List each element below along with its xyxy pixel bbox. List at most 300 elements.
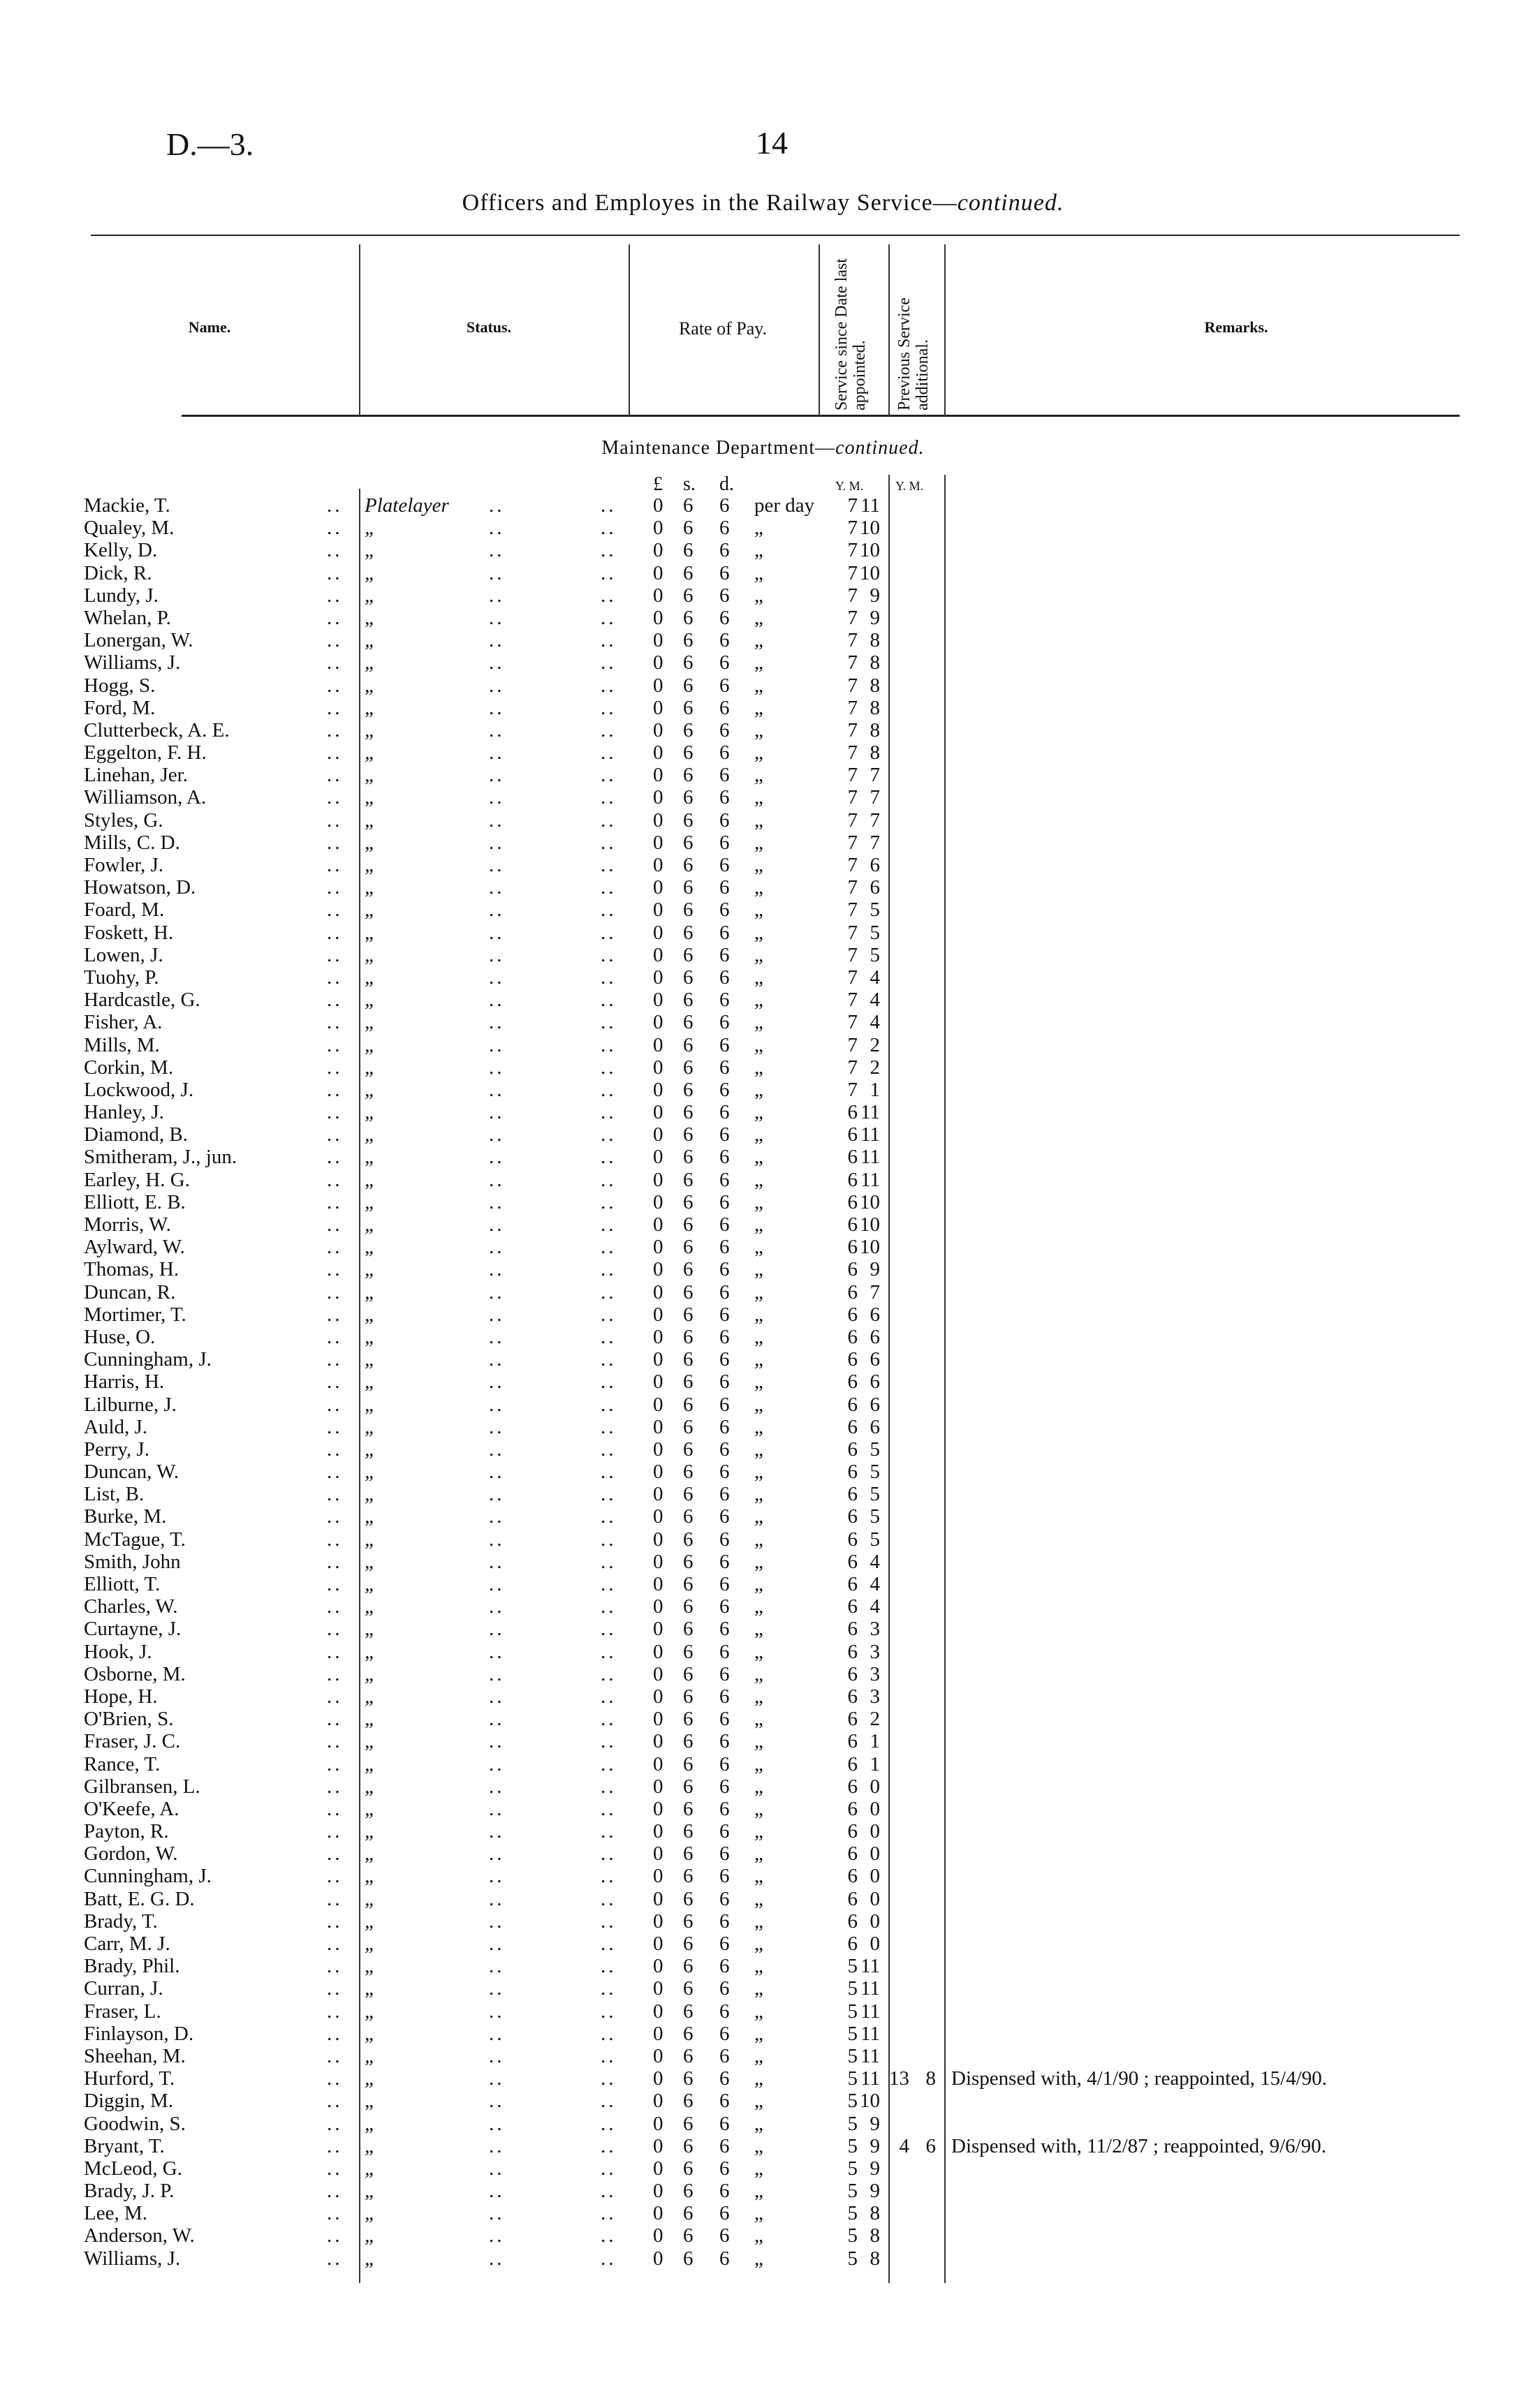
leader-dots: .. — [327, 786, 343, 809]
pay-pounds: 0 — [653, 629, 663, 652]
table-row — [0, 1753, 1526, 1775]
service-years: 5 — [847, 2044, 858, 2067]
pay-period: „ — [754, 1752, 763, 1775]
pay-pounds: 0 — [653, 1190, 663, 1213]
pay-pence: 6 — [719, 1168, 730, 1191]
service-years: 6 — [847, 1348, 858, 1371]
employee-name: Fowler, J. — [84, 854, 164, 876]
leader-dots: .. — [489, 651, 505, 674]
leader-dots: .. — [327, 1505, 343, 1528]
employee-name: Duncan, R. — [84, 1280, 176, 1303]
employee-status: „ — [365, 1933, 376, 1955]
pay-pence: 6 — [719, 1325, 730, 1348]
service-months: 5 — [870, 1505, 880, 1528]
leader-dots: .. — [489, 1168, 505, 1191]
table-row — [0, 1438, 1526, 1461]
leader-dots: .. — [327, 1865, 343, 1888]
service-months: 3 — [870, 1685, 880, 1708]
service-months: 10 — [860, 2090, 880, 2113]
service-months: 7 — [870, 831, 880, 854]
service-years: 6 — [847, 1775, 858, 1798]
pay-period: „ — [754, 1640, 763, 1663]
pay-period: „ — [754, 1797, 763, 1820]
pay-period: „ — [754, 1078, 763, 1101]
pay-pence: 6 — [719, 1820, 730, 1843]
employee-status: „ — [365, 2202, 376, 2225]
leader-dots: .. — [601, 1505, 617, 1528]
leader-dots: .. — [489, 764, 505, 787]
employee-status: „ — [365, 1550, 376, 1573]
table-row — [0, 697, 1526, 719]
employee-name: Williams, J. — [84, 2247, 181, 2270]
table-row — [0, 1416, 1526, 1438]
leader-dots: .. — [601, 1190, 617, 1213]
employee-status: „ — [365, 989, 376, 1012]
service-years: 7 — [847, 696, 858, 719]
employee-name: Morris, W. — [84, 1213, 171, 1236]
employee-name: List, B. — [84, 1483, 145, 1506]
pay-period: „ — [754, 1415, 763, 1438]
leader-dots: .. — [489, 808, 505, 832]
pay-period: „ — [754, 1685, 763, 1708]
leader-dots: .. — [327, 1011, 343, 1034]
leader-dots: .. — [601, 1011, 617, 1034]
employee-status: „ — [365, 808, 376, 832]
employee-status: „ — [365, 943, 376, 966]
leader-dots: .. — [327, 1797, 343, 1820]
pay-pence: 6 — [719, 2067, 730, 2090]
service-years: 5 — [847, 2224, 858, 2247]
leader-dots: .. — [489, 854, 505, 876]
pay-period: „ — [754, 1842, 763, 1866]
leader-dots: .. — [327, 1168, 343, 1191]
pay-pence: 6 — [719, 1775, 730, 1798]
pay-pence: 6 — [719, 1910, 730, 1933]
pay-pence: 6 — [719, 1550, 730, 1573]
pay-pence: 6 — [719, 1573, 730, 1595]
pay-period: „ — [754, 584, 763, 607]
leader-dots: .. — [327, 561, 343, 584]
pay-pounds: 0 — [653, 1415, 663, 1438]
service-months: 6 — [870, 876, 880, 899]
table-row — [0, 517, 1526, 539]
service-years: 7 — [847, 741, 858, 764]
pay-pounds: 0 — [653, 786, 663, 809]
pay-pounds: 0 — [653, 1168, 663, 1191]
pay-shillings: 6 — [683, 1213, 694, 1236]
leader-dots: .. — [489, 876, 505, 899]
leader-dots: .. — [489, 1640, 505, 1663]
pay-period: „ — [754, 966, 763, 989]
employee-name: Clutterbeck, A. E. — [84, 718, 230, 741]
table-row — [0, 539, 1526, 561]
service-years: 5 — [847, 2247, 858, 2270]
service-months: 11 — [860, 2022, 880, 2045]
pay-shillings: 6 — [683, 1146, 694, 1169]
pay-pounds: 0 — [653, 1325, 663, 1348]
employee-name: Bryant, T. — [84, 2134, 165, 2157]
pay-shillings: 6 — [683, 1303, 694, 1326]
employee-name: Linehan, Jer. — [84, 764, 188, 787]
pay-pounds: 0 — [653, 1393, 663, 1416]
pay-pence: 6 — [719, 831, 730, 854]
title-italic: continued. — [957, 190, 1064, 216]
pay-pence: 6 — [719, 808, 730, 832]
pay-pence: 6 — [719, 1033, 730, 1056]
leader-dots: .. — [489, 1190, 505, 1213]
service-months: 9 — [870, 2134, 880, 2157]
pay-shillings: 6 — [683, 1123, 694, 1146]
pay-period: „ — [754, 606, 763, 629]
leader-dots: .. — [327, 696, 343, 719]
table-row — [0, 1281, 1526, 1303]
service-years: 5 — [847, 2022, 858, 2045]
service-months: 2 — [870, 1056, 880, 1079]
service-years: 7 — [847, 1011, 858, 1034]
service-months: 4 — [870, 989, 880, 1012]
table-row — [0, 1955, 1526, 1977]
leader-dots: .. — [489, 1011, 505, 1034]
employee-name: Finlayson, D. — [84, 2022, 194, 2045]
service-years: 6 — [847, 1280, 858, 1303]
pay-period: „ — [754, 2247, 763, 2270]
employee-name: Elliott, E. B. — [84, 1190, 186, 1213]
service-months: 5 — [870, 921, 880, 944]
leader-dots: .. — [489, 1797, 505, 1820]
leader-dots: .. — [489, 966, 505, 989]
pay-shillings: 6 — [683, 1101, 694, 1124]
pay-pence: 6 — [719, 1146, 730, 1169]
pay-shillings: 6 — [683, 1393, 694, 1416]
leader-dots: .. — [327, 2202, 343, 2225]
pay-pence: 6 — [719, 1685, 730, 1708]
pay-pence: 6 — [719, 1483, 730, 1506]
pay-shillings: 6 — [683, 561, 694, 584]
employee-name: Huse, O. — [84, 1325, 156, 1348]
employee-status: „ — [365, 1775, 376, 1798]
table-row — [0, 1258, 1526, 1280]
table-row — [0, 1910, 1526, 1933]
column-header-previous: Previous Service additional. — [895, 297, 932, 411]
employee-name: O'Brien, S. — [84, 1708, 174, 1731]
pay-shillings: 6 — [683, 2112, 694, 2135]
employee-name: Burke, M. — [84, 1505, 167, 1528]
table-row — [0, 1775, 1526, 1798]
leader-dots: .. — [489, 1933, 505, 1955]
service-years: 6 — [847, 1371, 858, 1394]
pay-period: „ — [754, 1258, 763, 1281]
employee-status: „ — [365, 1393, 376, 1416]
leader-dots: .. — [327, 1775, 343, 1798]
service-years: 5 — [847, 1955, 858, 1978]
table-row — [0, 494, 1526, 517]
service-months: 4 — [870, 1550, 880, 1573]
pay-shillings: 6 — [683, 2090, 694, 2113]
service-months: 9 — [870, 1258, 880, 1281]
leader-dots: .. — [327, 651, 343, 674]
service-years: 5 — [847, 2112, 858, 2135]
pay-period: „ — [754, 1662, 763, 1685]
pay-pounds: 0 — [653, 2202, 663, 2225]
table-row — [0, 832, 1526, 854]
pay-pounds: 0 — [653, 1371, 663, 1394]
pay-pence: 6 — [719, 2022, 730, 2045]
leader-dots: .. — [601, 1325, 617, 1348]
service-years: 7 — [847, 606, 858, 629]
pay-pounds: 0 — [653, 1505, 663, 1528]
service-years: 7 — [847, 854, 858, 876]
pay-period: „ — [754, 2022, 763, 2045]
pay-pounds: 0 — [653, 1887, 663, 1910]
pay-period: per day — [754, 494, 815, 517]
leader-dots: .. — [327, 1573, 343, 1595]
service-years: 7 — [847, 584, 858, 607]
pay-shillings: 6 — [683, 1325, 694, 1348]
service-months: 10 — [860, 1213, 880, 1236]
leader-dots: .. — [489, 1213, 505, 1236]
service-months: 4 — [870, 1011, 880, 1034]
leader-dots: .. — [601, 1618, 617, 1641]
column-divider-status — [629, 244, 630, 416]
pay-shillings: 6 — [683, 1438, 694, 1461]
employee-status: „ — [365, 1258, 376, 1281]
remarks: Dispensed with, 4/1/90 ; reappointed, 15/4/90. — [951, 2067, 1328, 2090]
leader-dots: .. — [489, 1820, 505, 1843]
leader-dots: .. — [601, 1933, 617, 1955]
pay-pounds: 0 — [653, 764, 663, 787]
pay-period: „ — [754, 718, 763, 741]
table-row — [0, 944, 1526, 966]
table-row — [0, 2000, 1526, 2023]
table-row — [0, 1056, 1526, 1079]
leader-dots: .. — [489, 1977, 505, 2000]
pay-pounds: 0 — [653, 1236, 663, 1259]
employee-status: „ — [365, 539, 376, 562]
pay-shillings: 6 — [683, 1865, 694, 1888]
pay-pounds: 0 — [653, 1910, 663, 1933]
leader-dots: .. — [327, 1303, 343, 1326]
service-months: 0 — [870, 1820, 880, 1843]
leader-dots: .. — [327, 1842, 343, 1866]
service-years: 6 — [847, 1910, 858, 1933]
table-row — [0, 2247, 1526, 2270]
service-months: 0 — [870, 1887, 880, 1910]
employee-status: „ — [365, 1303, 376, 1326]
pay-shillings: 6 — [683, 1033, 694, 1056]
leader-dots: .. — [327, 1550, 343, 1573]
table-row — [0, 741, 1526, 764]
employee-status: „ — [365, 1797, 376, 1820]
pay-period: „ — [754, 1393, 763, 1416]
service-months: 9 — [870, 606, 880, 629]
pay-shillings: 6 — [683, 517, 694, 540]
employee-name: McLeod, G. — [84, 2157, 182, 2180]
service-months: 6 — [870, 1303, 880, 1326]
service-years: 7 — [847, 786, 858, 809]
leader-dots: .. — [601, 1977, 617, 2000]
service-years: 7 — [847, 1078, 858, 1101]
service-months: 6 — [870, 1371, 880, 1394]
leader-dots: .. — [601, 1573, 617, 1595]
service-months: 8 — [870, 741, 880, 764]
pay-period: „ — [754, 1550, 763, 1573]
leader-dots: .. — [327, 1528, 343, 1551]
employee-name: Hurford, T. — [84, 2067, 175, 2090]
service-years: 6 — [847, 1190, 858, 1213]
service-months: 0 — [870, 1865, 880, 1888]
pay-pence: 6 — [719, 606, 730, 629]
leader-dots: .. — [601, 629, 617, 652]
service-years: 6 — [847, 1168, 858, 1191]
table-row — [0, 1303, 1526, 1326]
employee-name: Ford, M. — [84, 696, 156, 719]
column-header-rate: Rate of Pay. — [678, 318, 768, 339]
service-months: 9 — [870, 2112, 880, 2135]
pay-shillings: 6 — [683, 606, 694, 629]
employee-status: „ — [365, 2000, 376, 2023]
pay-pence: 6 — [719, 1752, 730, 1775]
leader-dots: .. — [327, 1595, 343, 1618]
service-months: 3 — [870, 1618, 880, 1641]
leader-dots: .. — [327, 808, 343, 832]
pay-shillings: 6 — [683, 899, 694, 922]
pay-pence: 6 — [719, 1708, 730, 1731]
table-row — [0, 1079, 1526, 1101]
pay-pounds: 0 — [653, 1146, 663, 1169]
leader-dots: .. — [489, 606, 505, 629]
column-divider-service — [888, 244, 890, 416]
leader-dots: .. — [601, 494, 617, 517]
pay-shillings: 6 — [683, 831, 694, 854]
leader-dots: .. — [601, 674, 617, 697]
pay-pence: 6 — [719, 1865, 730, 1888]
leader-dots: .. — [489, 1730, 505, 1753]
employee-name: Lonergan, W. — [84, 629, 193, 652]
table-row — [0, 2202, 1526, 2224]
table-row — [0, 562, 1526, 584]
employee-status: „ — [365, 741, 376, 764]
service-years: 6 — [847, 1887, 858, 1910]
pay-pounds: 0 — [653, 1933, 663, 1955]
table-row — [0, 2135, 1526, 2157]
employee-name: Corkin, M. — [84, 1056, 174, 1079]
section-italic: continued. — [835, 437, 925, 459]
employee-status: „ — [365, 1483, 376, 1506]
employee-status: „ — [365, 1146, 376, 1169]
employee-status: „ — [365, 921, 376, 944]
leader-dots: .. — [601, 808, 617, 832]
pay-pounds: 0 — [653, 1348, 663, 1371]
leader-dots: .. — [601, 1640, 617, 1663]
employee-status: „ — [365, 2112, 376, 2135]
pay-period: „ — [754, 561, 763, 584]
table-row — [0, 1842, 1526, 1865]
service-years: 6 — [847, 1797, 858, 1820]
pay-pounds: 0 — [653, 2090, 663, 2113]
employee-name: Brady, Phil. — [84, 1955, 180, 1978]
leader-dots: .. — [489, 561, 505, 584]
service-months: 8 — [870, 2224, 880, 2247]
pay-period: „ — [754, 989, 763, 1012]
employee-name: Payton, R. — [84, 1820, 169, 1843]
employee-status: „ — [365, 831, 376, 854]
leader-dots: .. — [489, 1056, 505, 1079]
leader-dots: .. — [327, 1685, 343, 1708]
previous-years: 13 — [889, 2067, 909, 2090]
pay-pence: 6 — [719, 1415, 730, 1438]
table-row — [0, 1169, 1526, 1191]
leader-dots: .. — [601, 718, 617, 741]
table-row — [0, 2157, 1526, 2180]
employee-name: Auld, J. — [84, 1415, 148, 1438]
pay-pence: 6 — [719, 2134, 730, 2157]
employee-status: „ — [365, 1078, 376, 1101]
table-row — [0, 989, 1526, 1011]
employee-name: Mortimer, T. — [84, 1303, 186, 1326]
pay-pence: 6 — [719, 966, 730, 989]
pay-pence: 6 — [719, 561, 730, 584]
table-row — [0, 2113, 1526, 2135]
employee-status: „ — [365, 854, 376, 876]
employee-status: „ — [365, 2157, 376, 2180]
service-years: 6 — [847, 1258, 858, 1281]
service-years: 7 — [847, 764, 858, 787]
pay-period: „ — [754, 876, 763, 899]
pay-period: „ — [754, 786, 763, 809]
service-months: 8 — [870, 2202, 880, 2225]
leader-dots: .. — [327, 1146, 343, 1169]
service-years: 5 — [847, 2134, 858, 2157]
leader-dots: .. — [489, 1258, 505, 1281]
employee-status: „ — [365, 674, 376, 697]
leader-dots: .. — [489, 1685, 505, 1708]
leader-dots: .. — [601, 1730, 617, 1753]
pay-period: „ — [754, 1708, 763, 1731]
employee-status: „ — [365, 1820, 376, 1843]
table-row — [0, 1888, 1526, 1910]
leader-dots: .. — [489, 1280, 505, 1303]
pay-pence: 6 — [719, 2112, 730, 2135]
pay-period: „ — [754, 1461, 763, 1484]
pay-pounds: 0 — [653, 921, 663, 944]
pay-shillings: 6 — [683, 674, 694, 697]
table-row — [0, 876, 1526, 899]
pay-pounds: 0 — [653, 808, 663, 832]
table-row — [0, 2045, 1526, 2067]
leader-dots: .. — [327, 539, 343, 562]
leader-dots: .. — [327, 1415, 343, 1438]
leader-dots: .. — [489, 1483, 505, 1506]
employee-table — [0, 494, 1526, 2270]
table-row — [0, 1461, 1526, 1483]
leader-dots: .. — [489, 1573, 505, 1595]
pay-pence: 6 — [719, 718, 730, 741]
leader-dots: .. — [489, 2224, 505, 2247]
pay-pounds: 0 — [653, 1213, 663, 1236]
leader-dots: .. — [327, 1348, 343, 1371]
pay-pence: 6 — [719, 494, 730, 517]
leader-dots: .. — [489, 899, 505, 922]
employee-name: Hope, H. — [84, 1685, 158, 1708]
leader-dots: .. — [327, 1461, 343, 1484]
table-row — [0, 607, 1526, 629]
pay-pounds: 0 — [653, 1483, 663, 1506]
table-row — [0, 2224, 1526, 2247]
service-months: 11 — [860, 494, 880, 517]
service-months: 11 — [860, 1146, 880, 1169]
leader-dots: .. — [601, 517, 617, 540]
pay-pounds: 0 — [653, 989, 663, 1012]
